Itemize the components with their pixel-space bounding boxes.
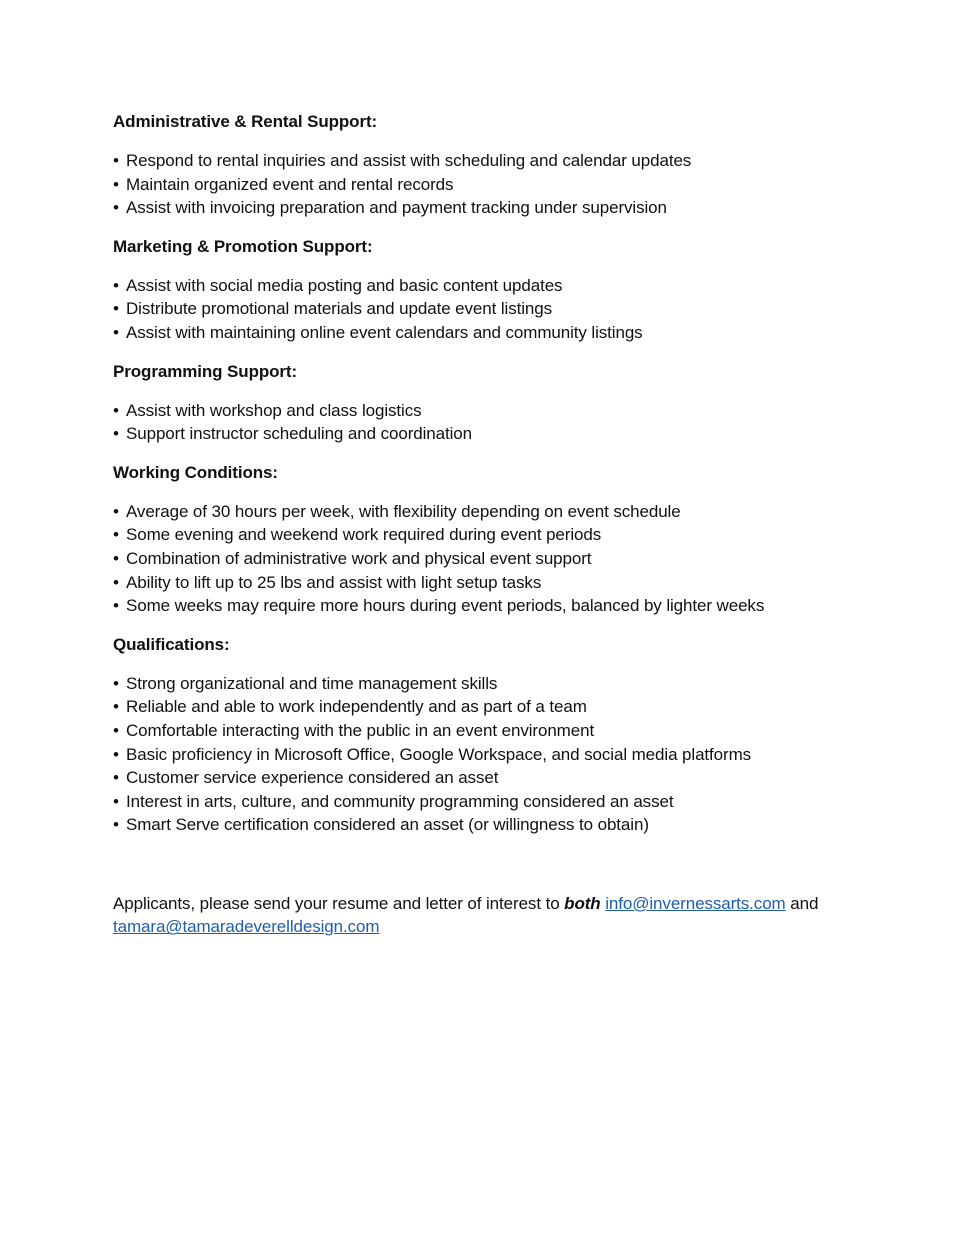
list-item-text: Some weeks may require more hours during event periods, balanced by lighter weeks	[126, 596, 765, 616]
bullet-list	[113, 274, 873, 345]
bullet-icon: •	[113, 744, 119, 764]
section-heading: Working Conditions:	[113, 462, 278, 482]
list-item-text: Strong organizational and time management skills	[126, 673, 498, 693]
list-item-text: Some evening and weekend work required during event periods	[126, 525, 602, 545]
list-item-text: Combination of administrative work and physical event support	[126, 548, 592, 568]
bullet-icon: •	[113, 720, 119, 740]
list-item	[113, 790, 873, 814]
list-item-text: Average of 30 hours per week, with flexibility depending on event schedule	[126, 501, 681, 521]
bullet-icon: •	[113, 673, 119, 693]
sections-container	[113, 110, 873, 837]
bullet-list	[113, 500, 873, 618]
list-item-text: Smart Serve certification considered an asset (or willingness to obtain)	[126, 815, 649, 835]
list-item	[113, 422, 873, 446]
list-item	[113, 813, 873, 837]
bullet-icon: •	[113, 768, 119, 788]
list-item	[113, 321, 873, 345]
list-item	[113, 743, 873, 767]
list-item	[113, 719, 873, 743]
list-item-text: Assist with workshop and class logistics	[126, 400, 422, 420]
bullet-icon: •	[113, 299, 119, 319]
bullet-icon: •	[113, 275, 119, 295]
list-item-text: Ability to lift up to 25 lbs and assist with light setup tasks	[126, 572, 542, 592]
apply-joiner: and	[790, 893, 819, 913]
email-link-tamara[interactable]: tamara@tamaradeverelldesign.com	[113, 917, 380, 937]
list-item-text: Support instructor scheduling and coordination	[126, 424, 473, 444]
bullet-icon: •	[113, 501, 119, 521]
bullet-list	[113, 672, 873, 837]
list-item-text: Reliable and able to work independently and as part of a team	[126, 697, 587, 717]
apply-emphasis: both	[564, 893, 601, 913]
bullet-icon: •	[113, 791, 119, 811]
list-item-text: Assist with invoicing preparation and payment tracking under supervision	[126, 198, 667, 218]
bullet-icon: •	[113, 400, 119, 420]
document-page	[113, 110, 873, 939]
list-item	[113, 571, 873, 595]
list-item-text: Distribute promotional materials and update event listings	[126, 299, 553, 319]
bullet-icon: •	[113, 697, 119, 717]
list-item-text: Maintain organized event and rental records	[126, 174, 454, 194]
list-item-text: Respond to rental inquiries and assist with scheduling and calendar updates	[126, 151, 692, 170]
bullet-icon: •	[113, 548, 119, 568]
bullet-icon: •	[113, 322, 119, 342]
email-link-info[interactable]: info@invernessarts.com	[605, 893, 786, 913]
list-item-text: Customer service experience considered an asset	[126, 768, 499, 788]
list-item	[113, 297, 873, 321]
section-heading: Qualifications:	[113, 634, 230, 654]
application-instructions	[113, 892, 873, 939]
list-item	[113, 274, 873, 298]
list-item-text: Assist with maintaining online event calendars and community listings	[126, 322, 643, 342]
list-item-text: Assist with social media posting and basic content updates	[126, 275, 563, 295]
list-item-text: Interest in arts, culture, and community programming considered an asset	[126, 791, 674, 811]
bullet-list	[113, 149, 873, 220]
apply-prefix: Applicants, please send your resume and letter of interest to	[113, 893, 565, 913]
list-item	[113, 672, 873, 696]
spacer	[113, 852, 873, 892]
list-item	[113, 547, 873, 571]
list-item	[113, 523, 873, 547]
list-item	[113, 196, 873, 220]
bullet-icon: •	[113, 198, 119, 218]
bullet-icon: •	[113, 815, 119, 835]
list-item	[113, 399, 873, 423]
section-heading: Administrative & Rental Support:	[113, 112, 378, 131]
bullet-icon: •	[113, 596, 119, 616]
section-heading: Marketing & Promotion Support:	[113, 236, 373, 256]
section-heading: Programming Support:	[113, 361, 298, 381]
bullet-icon: •	[113, 572, 119, 592]
list-item	[113, 766, 873, 790]
list-item	[113, 149, 873, 173]
list-item	[113, 594, 873, 618]
list-item	[113, 173, 873, 197]
list-item-text: Basic proficiency in Microsoft Office, Google Workspace, and social media platforms	[126, 744, 752, 764]
list-item	[113, 695, 873, 719]
list-item	[113, 500, 873, 524]
bullet-list	[113, 399, 873, 446]
list-item-text: Comfortable interacting with the public in an event environment	[126, 720, 595, 740]
bullet-icon: •	[113, 525, 119, 545]
bullet-icon: •	[113, 174, 119, 194]
bullet-icon: •	[113, 424, 119, 444]
bullet-icon: •	[113, 151, 119, 170]
